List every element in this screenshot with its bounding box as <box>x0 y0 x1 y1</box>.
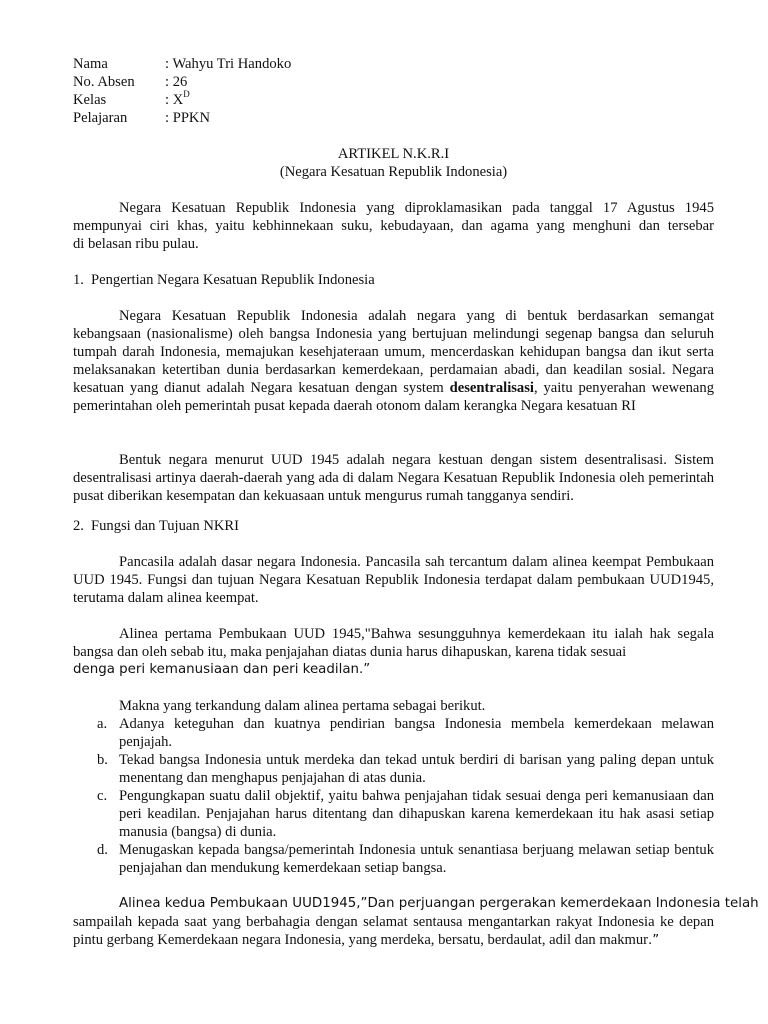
section-2-paragraph-1: Pancasila adalah dasar negara Indonesia. Pancasila sah tercantum dalam alinea keempat Pembukaan UUD 1945. Fungsi dan tujuan Negara Kesatuan Republik Indonesia terdapat dalam pembukaan UUD1945, terutama dalam alinea keempat. <box>73 554 714 606</box>
section-2-paragraph-2 <box>73 625 714 679</box>
section-2-number: 2. <box>73 518 84 534</box>
section-1-number: 1. <box>73 272 84 288</box>
list-item <box>73 841 714 877</box>
s1p1-text-before: Negara Kesatuan Republik Indonesia adalah negara yang di bentuk berdasarkan semangat kebangsaan (nasionalisme) oleh bangsa Indonesia yang bertujuan melindungi segenap bangsa dan seluruh tumpah darah Indonesia, memajukan kesehjateraan umum, mencerdaskan kehidupan bangsa dan ikut serta melaksanakan ketertiban dunia berdasarkan kemerdekaan, perdamaian abadi, dan keadilan sosial. Negara kesatuan yang dianut adalah Negara kesatuan dengan system <box>73 308 714 396</box>
list-marker: a. <box>97 716 108 732</box>
list-text: Tekad bangsa Indonesia untuk merdeka dan tekad untuk berdiri di barisan yang paling depan untuk menentang dan menghapus penjajahan di atas dunia. <box>119 752 714 786</box>
pelajaran-row <box>73 109 291 127</box>
article-title <box>73 145 714 181</box>
list-item <box>73 715 714 751</box>
pelajaran-label: Pelajaran <box>73 110 128 126</box>
kelas-value <box>165 91 190 109</box>
section-2-paragraph-4 <box>73 895 759 950</box>
kelas-label: Kelas <box>73 92 107 108</box>
name-row <box>73 55 291 73</box>
kelas-value-text: : X <box>165 92 184 108</box>
list-marker: d. <box>97 842 108 858</box>
title-main: ARTIKEL N.K.R.I <box>337 146 450 162</box>
s1p1-text-after: , yaitu penyerahan wewenang pemerintahan oleh pemerintah pusat kepada daerah otonom dalam kerangka Negara kesatuan RI <box>73 380 714 414</box>
section-1-paragraph-2: Bentuk negara menurut UUD 1945 adalah negara kestuan dengan sistem desentralisasi. Sistem desentralisasi artinya daerah-daerah yang ada di dalam Negara Kesatuan Republik Indonesia oleh pemerintah pusat diberikan kesempatan dan kekuasaan untuk mengurus rumah tangganya sendiri. <box>73 452 714 504</box>
intro-line-2: mempunyai ciri khas, yaitu kebhinnekaan suku, kebudayaan, dan agama yang menghuni dan tersebar <box>73 218 714 234</box>
pelajaran-value: : PPKN <box>165 110 211 126</box>
kelas-superscript: D <box>183 89 190 99</box>
list-text: Pengungkapan suatu dalil objektif, yaitu bahwa penjajahan tidak sesuai denga peri kemanusiaan dan peri keadilan. Penjajahan harus ditentang dan dihapuskan karena kemerdekaan itu hak asasi setiap manusia (bangsa) di dunia. <box>119 788 714 840</box>
list-item <box>73 787 714 841</box>
section-2-heading <box>73 517 239 535</box>
section-1-title: Pengertian Negara Kesatuan Republik Indonesia <box>91 272 375 288</box>
s1p1-bold-term: desentralisasi <box>449 380 534 396</box>
s2p2-sans-text: denga peri kemanusiaan dan peri keadilan.” <box>73 662 371 677</box>
student-info <box>73 55 291 127</box>
meaning-list <box>73 715 714 877</box>
intro-line-3: di belasan ribu pulau. <box>73 236 199 252</box>
list-marker: c. <box>97 788 108 804</box>
absen-value: : 26 <box>165 74 188 90</box>
s2p4-sans-text: Alinea kedua Pembukaan UUD1945,”Dan perjuangan pergerakan kemerdekaan Indonesia telah <box>119 896 759 911</box>
title-sub: (Negara Kesatuan Republik Indonesia) <box>279 164 508 180</box>
section-2-title: Fungsi dan Tujuan NKRI <box>91 518 239 534</box>
list-text: Menugaskan kepada bangsa/pemerintah Indonesia untuk senantiasa berjuang melawan setiap bentuk penjajahan dan mendukung kemerdekaan setiap bangsa. <box>119 842 714 876</box>
s2p2-serif-text: Alinea pertama Pembukaan UUD 1945,"Bahwa sesungguhnya kemerdekaan itu ialah hak segala bangsa dan oleh sebab itu, maka penjajahan diatas dunia harus dihapuskan, karena tidak sesuai <box>73 626 714 660</box>
section-1-paragraph-1 <box>73 307 714 415</box>
list-text: Adanya keteguhan dan kuatnya pendirian bangsa Indonesia membela kemerdekaan melawan penjajah. <box>119 716 714 750</box>
kelas-row <box>73 91 291 109</box>
s2p4-end-sans: .” <box>648 933 660 948</box>
s2p4-end-serif: makmur <box>599 932 649 948</box>
section-2-paragraph-3: Makna yang terkandung dalam alinea pertama sebagai berikut. <box>119 698 486 714</box>
name-label: Nama <box>73 56 108 72</box>
intro-line-1: Negara Kesatuan Republik Indonesia yang diproklamasikan pada tanggal 17 Agustus 1945 <box>119 200 714 216</box>
intro-paragraph <box>73 199 714 253</box>
section-1-heading <box>73 271 375 289</box>
list-marker: b. <box>97 752 108 768</box>
name-value: : Wahyu Tri Handoko <box>165 56 292 72</box>
absen-label: No. Absen <box>73 74 135 90</box>
s2p4-serif-body: sampailah kepada saat yang berbahagia dengan selamat sentausa mengantarkan rakyat Indonesia ke depan pintu gerbang Kemerdekaan negara Indonesia, yang merdeka, bersatu, berdaulat, adil dan <box>73 914 714 948</box>
s2p4-serif-text <box>73 913 714 950</box>
list-item <box>73 751 714 787</box>
